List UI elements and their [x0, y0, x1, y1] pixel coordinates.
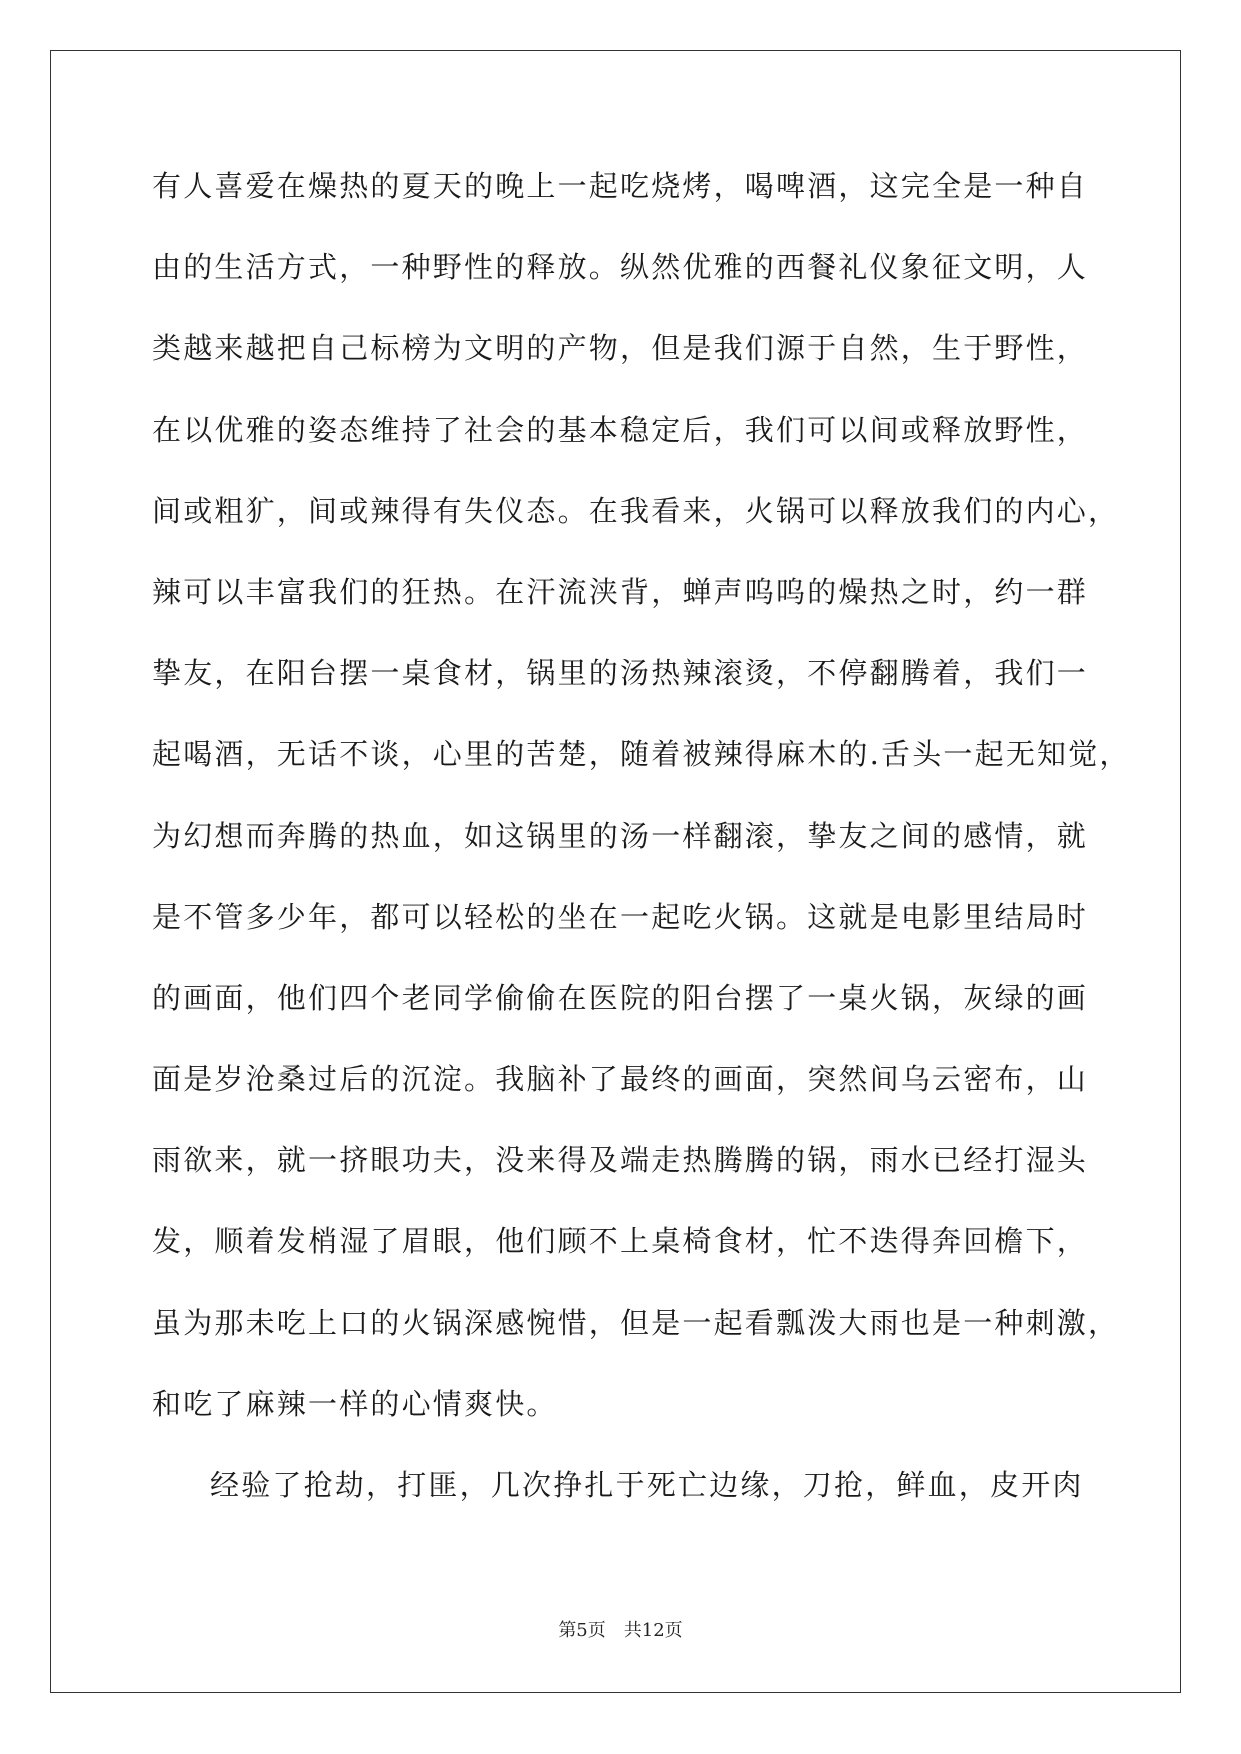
text-line: 由的生活方式，一种野性的释放。纵然优雅的西餐礼仪象征文明，人 — [152, 250, 1089, 285]
text-line: 类越来越把自己标榜为文明的产物，但是我们源于自然，生于野性， — [152, 331, 1089, 366]
text-line: 为幻想而奔腾的热血，如这锅里的汤一样翻滚，挚友之间的感情，就 — [152, 818, 1089, 853]
text-line: 在以优雅的姿态维持了社会的基本稳定后，我们可以间或释放野性， — [152, 412, 1089, 447]
text-line: 起喝酒，无话不谈，心里的苦楚，随着被辣得麻木的.舌头一起无知觉， — [152, 737, 1131, 772]
page-number-footer: 第5页 共12页 — [558, 1620, 683, 1641]
text-line: 辣可以丰富我们的狂热。在汗流浃背，蝉声呜呜的燥热之时，约一群 — [152, 574, 1089, 609]
text-line: 面是岁沧桑过后的沉淀。我脑补了最终的画面，突然间乌云密布，山 — [152, 1062, 1089, 1097]
text-line: 虽为那未吃上口的火锅深感惋惜，但是一起看瓢泼大雨也是一种刺激， — [152, 1305, 1120, 1340]
text-line: 的画面，他们四个老同学偷偷在医院的阳台摆了一桌火锅，灰绿的画 — [152, 980, 1089, 1015]
text-line: 雨欲来，就一挤眼功夫，没来得及端走热腾腾的锅，雨水已经打湿头 — [152, 1143, 1089, 1178]
text-line: 发，顺着发梢湿了眉眼，他们顾不上桌椅食材，忙不迭得奔回檐下， — [152, 1224, 1089, 1259]
text-line: 和吃了麻辣一样的心情爽快。 — [152, 1386, 558, 1421]
text-line: 有人喜爱在燥热的夏天的晚上一起吃烧烤，喝啤酒，这完全是一种自 — [152, 169, 1089, 203]
text-line: 间或粗犷，间或辣得有失仪态。在我看来，火锅可以释放我们的内心， — [152, 493, 1120, 528]
text-line: 是不管多少年，都可以轻松的坐在一起吃火锅。这就是电影里结局时 — [152, 899, 1089, 934]
text-line: 挚友，在阳台摆一桌食材，锅里的汤热辣滚烫，不停翻腾着，我们一 — [152, 656, 1089, 691]
body-text — [152, 160, 1131, 1540]
text-line-indented: 经验了抢劫，打匪，几次挣扎于死亡边缘，刀抢，鲜血，皮开肉 — [210, 1468, 1084, 1502]
